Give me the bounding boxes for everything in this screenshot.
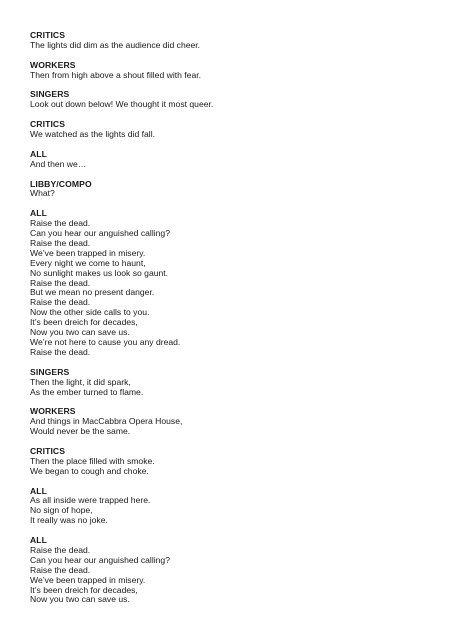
speaker-name: WORKERS (30, 59, 76, 70)
lyric-line: Can you hear our anguished calling? (30, 228, 170, 239)
lyric-line: Then the place filled with smoke. (30, 455, 155, 466)
speaker-name: SINGERS (30, 366, 70, 377)
lyric-line: As all inside were trapped here. (30, 495, 151, 506)
dialogue-block (30, 90, 430, 110)
speaker-name: ALL (30, 208, 48, 219)
lyric-line: We’re not here to cause you any dread. (30, 337, 181, 347)
dialogue-block (30, 180, 430, 200)
lyric-line: We watched as the lights did fall. (30, 129, 155, 140)
lyric-line: Every night we come to haunt, (30, 257, 146, 268)
lyric-line: Raise the dead. (30, 297, 91, 308)
speaker-name: CRITICS (30, 30, 66, 40)
dialogue-block (30, 209, 430, 358)
lyric-line: Raise the dead. (30, 237, 91, 248)
lyric-line: It really was no joke. (30, 515, 108, 526)
lyric-line: But we mean no present danger. (30, 287, 155, 298)
speaker-name: ALL (30, 485, 48, 496)
lyric-line: The lights did dim as the audience did cheer. (30, 39, 201, 50)
lyric-line: And then we… (30, 158, 87, 169)
speaker-name: LIBBY/COMPO (30, 178, 92, 189)
lyric-line: Now the other side calls to you. (30, 307, 150, 318)
lyric-line: We’ve been trapped in misery. (30, 574, 146, 585)
lyric-line: It’s been dreich for decades, (30, 584, 138, 595)
lyric-line: It’s been dreich for decades, (30, 317, 138, 328)
lyric-line: What? (30, 188, 55, 199)
lyric-line: Can you hear our anguished calling? (30, 554, 170, 565)
lyric-line: Raise the dead. (30, 277, 91, 288)
lyric-line: We began to cough and choke. (30, 465, 149, 476)
lyric-line: Now you two can save us. (30, 594, 130, 605)
lyric-line: Now you two can save us. (30, 327, 130, 338)
dialogue-block (30, 487, 430, 527)
lyric-line: Look out down below! We thought it most queer. (30, 99, 214, 110)
lyric-line: Raise the dead. (30, 544, 91, 555)
speaker-name: CRITICS (30, 119, 66, 130)
dialogue-block (30, 368, 430, 398)
speaker-name: CRITICS (30, 445, 66, 456)
lyric-line: We’ve been trapped in misery. (30, 247, 146, 258)
dialogue-block (30, 31, 430, 51)
speaker-name: ALL (30, 148, 48, 159)
lyric-line: Raise the dead. (30, 564, 91, 575)
lyric-line: As the ember turned to flame. (30, 386, 144, 397)
dialogue-block (30, 447, 430, 477)
lyric-line: Raise the dead. (30, 218, 91, 229)
lyric-line: Then from high above a shout filled with fear. (30, 69, 202, 80)
lyric-line: And things in MacCabbra Opera House, (30, 416, 183, 427)
lyric-line: Would never be the same. (30, 426, 131, 437)
script-page (30, 31, 430, 615)
dialogue-block (30, 407, 430, 437)
speaker-name: ALL (30, 535, 48, 546)
lyric-line: Then the light, it did spark, (30, 376, 131, 387)
dialogue-block (30, 150, 430, 170)
dialogue-block (30, 61, 430, 81)
lyric-line: No sunlight makes us look so gaunt. (30, 267, 169, 278)
lyric-line: Raise the dead. (30, 346, 91, 357)
dialogue-block (30, 120, 430, 140)
speaker-name: SINGERS (30, 89, 70, 100)
speaker-name: WORKERS (30, 406, 76, 417)
dialogue-block (30, 536, 430, 605)
lyric-line: No sign of hope, (30, 505, 93, 516)
